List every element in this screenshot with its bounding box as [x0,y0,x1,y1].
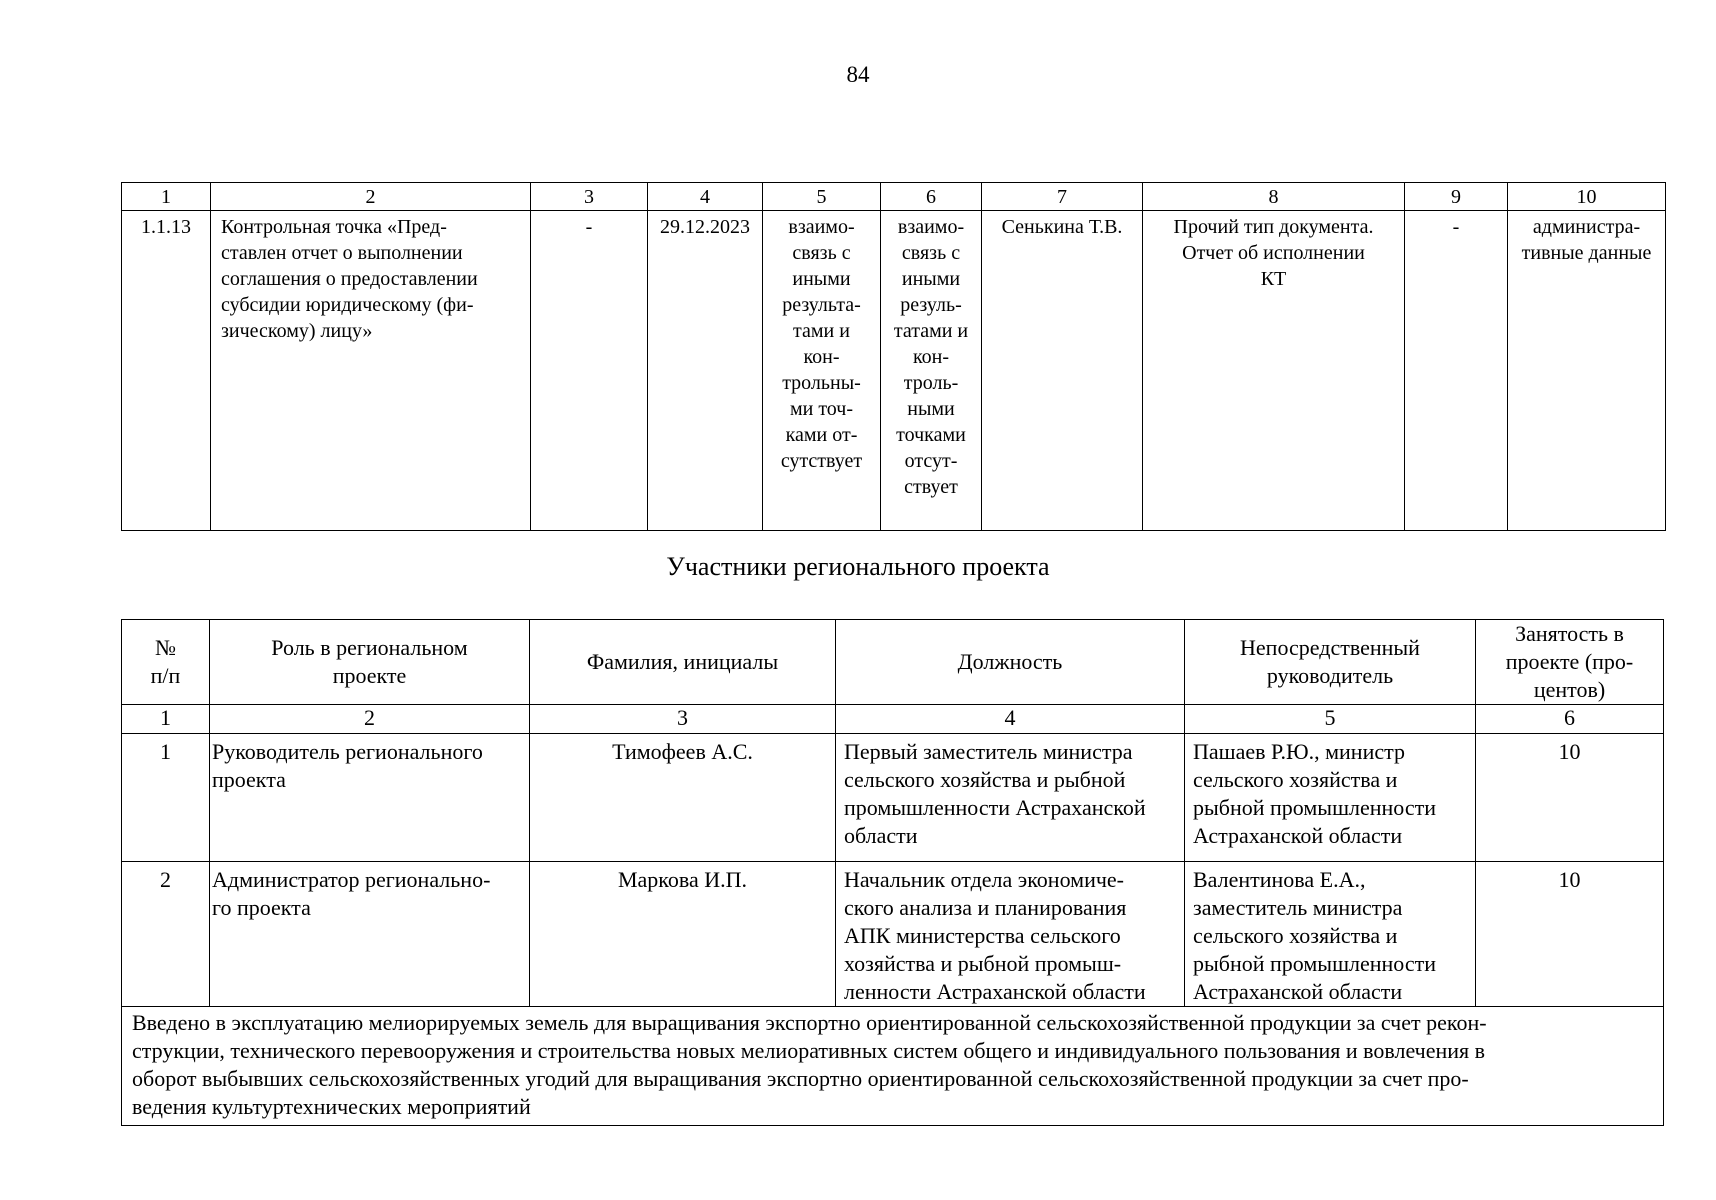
text-line: проекте (про- [1505,649,1634,674]
column-number-row [122,183,1666,211]
header-position: Должность [836,620,1185,705]
column-number: 3 [531,183,648,211]
table-row [122,734,1664,862]
text-line: точками [896,424,966,446]
text-line: Первый заместитель министра [844,739,1133,764]
text-line: Отчет об исполнении [1182,242,1365,264]
text-line: сельского хозяйства и рыбной [844,767,1126,792]
text-line: промышленности Астраханской [844,795,1146,820]
column-number: 3 [530,705,836,734]
responsible-person: Сенькина Т.В. [982,211,1143,531]
participant-employment: 10 [1476,862,1664,1007]
text-line: троль- [903,372,959,394]
text-line: Непосредственный [1240,635,1420,660]
text-line: иными [792,268,851,290]
participant-supervisor [1185,734,1476,862]
text-line: взаимо- [788,216,855,238]
text-line: соглашения о предоставлении [221,268,478,290]
text-line: центов) [1533,677,1606,702]
control-point-number: 1.1.13 [122,211,211,531]
text-line: взаимо- [897,216,965,238]
header-name: Фамилия, инициалы [530,620,836,705]
text-line: ми точ- [789,398,854,420]
text-line: сельского хозяйства и [1193,767,1398,792]
text-line: Пашаев Р.Ю., министр [1193,739,1405,764]
text-line: рыбной промышленности [1193,795,1437,820]
column-number: 1 [122,705,210,734]
header-supervisor [1185,620,1476,705]
link-previous [763,211,881,531]
column-number: 8 [1143,183,1405,211]
result-note [122,1007,1664,1126]
header-role [210,620,530,705]
text-line: кон- [803,346,840,368]
participant-role [210,862,530,1007]
text-line: связь с [792,242,851,264]
text-line: тивные данные [1521,242,1652,264]
data-source [1508,211,1666,531]
row-number: 2 [122,862,210,1007]
text-line: Астраханской области [1193,979,1403,1004]
text-line: Контрольная точка «Пред- [221,216,447,238]
table-row [122,211,1666,531]
text-line: ствует [904,476,958,498]
header-row [122,620,1664,705]
dash-cell: - [1405,211,1508,531]
text-line: области [844,823,918,848]
text-line: татами и [893,320,969,342]
control-point-name [211,211,531,531]
column-number: 2 [210,705,530,734]
text-line: сутствует [780,450,863,472]
text-line: Роль в региональном [271,635,468,660]
dash-cell: - [531,211,648,531]
document-type [1143,211,1405,531]
section-title: Участники регионального проекта [666,552,1050,581]
column-number: 2 [211,183,531,211]
participant-employment: 10 [1476,734,1664,862]
column-number: 4 [836,705,1185,734]
text-line: оборот выбывших сельскохозяйственных угодий для выращивания экспортно ориентированной сельскохозяйственной продукции за счет про- [132,1066,1469,1091]
text-line: ными [907,398,955,420]
text-line: проекте [332,663,407,688]
text-line: ставлен отчет о выполнении [221,242,463,264]
column-number: 5 [763,183,881,211]
control-point-table [121,182,1666,531]
text-line: ского анализа и планирования [844,895,1127,920]
text-line: Валентинова Е.А., [1193,867,1366,892]
text-line: АПК министерства сельского [844,923,1121,948]
link-next [881,211,982,531]
column-number-row [122,705,1664,734]
text-line: руководитель [1266,663,1394,688]
text-line: Астраханской области [1193,823,1403,848]
text-line: го проекта [212,895,311,920]
text-line: Введено в эксплуатацию мелиорируемых земель для выращивания экспортно ориентированной сельскохозяйственной продукции за счет рекон- [132,1010,1487,1035]
text-line: трольны- [782,372,861,394]
column-number: 4 [648,183,763,211]
text-line: иными [901,268,961,290]
text-line: субсидии юридическому (фи- [221,294,474,316]
text-line: Прочий тип документа. [1173,216,1374,238]
participant-name: Тимофеев А.С. [530,734,836,862]
text-line: администра- [1532,216,1641,238]
text-line: отсут- [904,450,958,472]
text-line: Занятость в [1515,621,1624,646]
text-line: КТ [1260,268,1287,290]
text-line: струкции, технического перевооружения и строительства новых мелиоративных систем общего и индивидуального пользования и вовлечения в [132,1038,1486,1063]
result-note-row [122,1007,1664,1126]
column-number: 1 [122,183,211,211]
participant-role [210,734,530,862]
completion-date: 29.12.2023 [648,211,763,531]
participant-position [836,862,1185,1007]
text-line: тами и [793,320,850,342]
text-line: заместитель министра [1193,895,1403,920]
participant-supervisor [1185,862,1476,1007]
text-line: связь с [901,242,961,264]
column-number: 6 [881,183,982,211]
text-line: ведения культуртехнических мероприятий [132,1094,531,1119]
column-number: 5 [1185,705,1476,734]
column-number: 7 [982,183,1143,211]
header-number [122,620,210,705]
column-number: 9 [1405,183,1508,211]
table-row [122,862,1664,1007]
row-number: 1 [122,734,210,862]
column-number: 6 [1476,705,1664,734]
participant-name: Маркова И.П. [530,862,836,1007]
text-line: Руководитель регионального [212,739,483,764]
text-line: Администратор регионально- [212,867,491,892]
text-line: сельского хозяйства и [1193,923,1398,948]
text-line: хозяйства и рыбной промыш- [844,951,1122,976]
header-employment [1476,620,1664,705]
text-line: результа- [782,294,861,316]
column-number: 10 [1508,183,1666,211]
page-number: 84 [846,62,870,87]
participant-position [836,734,1185,862]
text-line: п/п [150,663,181,688]
text-line: рыбной промышленности [1193,951,1437,976]
text-line: проекта [212,767,286,792]
text-line: ками от- [785,424,858,446]
text-line: резуль- [900,294,962,316]
text-line: Начальник отдела экономиче- [844,867,1124,892]
participants-table [121,619,1664,1126]
text-line: зическому) лицу» [221,320,373,342]
text-line: № [155,635,176,660]
text-line: ленности Астраханской области [844,979,1146,1004]
text-line: кон- [912,346,950,368]
